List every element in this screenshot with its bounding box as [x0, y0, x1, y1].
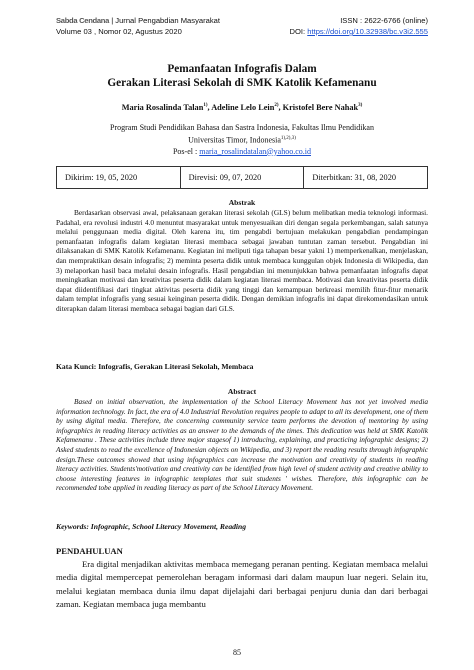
title-line-1: Pemanfaatan Infografis Dalam — [167, 63, 317, 75]
kata-kunci — [56, 362, 428, 372]
email-line — [56, 146, 428, 157]
author-name: Maria Rosalinda Talan — [121, 102, 204, 112]
paper-title — [56, 62, 428, 90]
affiliation-line-1: Program Studi Pendidikan Bahasa dan Sastra Indonesia, Fakultas Ilmu Pendidikan — [110, 123, 374, 132]
author-2 — [211, 103, 282, 112]
abstrak-heading: Abstrak — [228, 198, 256, 207]
keywords — [56, 522, 428, 532]
keywords-value: Infographic, School Literacy Movement, Reading — [88, 522, 247, 531]
journal-header — [56, 15, 428, 37]
author-1 — [122, 103, 211, 112]
author-sep: , — [207, 102, 212, 112]
page-number: 85 — [233, 648, 241, 657]
affiliation-sup: 1),2),3) — [280, 136, 296, 141]
date-received: Dikirim: 19, 05, 2020 — [57, 167, 181, 188]
section-heading: PENDAHULUAN — [56, 546, 123, 556]
abstract-body: Based on initial observation, the implementation of the School Literacy Movement has not yet involved media information technology. In fact, the era of 4.0 Industrial Revolution requires people to adapt to all its development, one of them by using digital media. Therefore, the concerning community service team performs the devotion of mentoring by using infographics in reading literacy activities as an answer to the demands of the times. This dedication was held at SMK Katolik Kefamenanu . These activities include three major stagesof 1) introducing, explaining, and practicing infographic designs; 2) Asked students to read the excellence of Indonesian objects on Wikipedia, and 3) report the reading results through infographic design.These outcomes showed that using infographics can increase the motivation and creativity of students in reading literacy activities. Students'motivation and creativity can be identified from high level of student activity and creative ability to choose interesting features in infographic templates that suit students ' wishes. Therefore, this infographic can be recommended tobe applied in reading literacy as part of the School Literacy Movement. — [56, 397, 428, 493]
author-name: Adeline Lelo Lein — [211, 102, 275, 112]
author-3 — [283, 103, 363, 112]
issn: ISSN : 2622-6766 (online) — [340, 16, 428, 25]
doi-link[interactable]: https://doi.org/10.32938/bc.v3i2.555 — [307, 27, 428, 36]
date-revised: Direvisi: 09, 07, 2020 — [181, 167, 305, 188]
author-sup: 1) — [203, 103, 208, 108]
author-sup: 3) — [358, 103, 363, 108]
doi — [290, 26, 428, 37]
dates-table — [56, 166, 428, 189]
kata-kunci-label: Kata Kunci: — [56, 362, 97, 371]
keywords-label: Keywords: — [56, 522, 89, 531]
journal-name — [56, 15, 220, 26]
author-sup: 2) — [274, 103, 279, 108]
header-row-1 — [56, 15, 428, 26]
author-sep: , — [278, 102, 283, 112]
date-accepted: Diterbitkan: 31, 08, 2020 — [312, 173, 396, 182]
abstrak-body: Berdasarkan observasi awal, pelaksanaan gerakan literasi sekolah (GLS) belum melibatkan media teknologi informasi. Padahal, era revolusi industri 4.0 menuntut masyarakat untuk menyesuaikan diri dengan segala perkembangan, salah satunya melalui penggunaan media digital. Oleh karena itu, tim pengabdi bertujuan melakukan pengabdian pendampingan pemanfaatan infografis dalam kegiatan literasi membaca sebagai jawaban tuntutan zaman tersebut. Pengabdian ini dilaksanakan di SMK Katolik Kefamenanu. Kegiatan ini meliputi tiga tahapan besar yakni 1) memperkenalkan, menjelaskan, dan mempraktikan desain infografis; 2) meminta peserta didik untuk membaca kunggulan objek Indonesia di Wikipedia, dan 3) melaporkan hasil baca melalui desain infografis. Hasil pengabdian ini menunjukkan bahwa pemanfaatan infografis dapat meningkatkan motivasi dan kreativitas peserta didik dalam kegiatan literasi membaca. Motivasi dan kreativitas peserta didik dapat diidentifikasi dari tingkat aktivitas peserta didik yang tinggi dan kemampuan berkreasi memilih fitur-fitur menarik dalam templat infografis yang sesuai keinginan peserta didik. Dengan demikian infografis ini dapat direkomendasikan untuk diterapkan dalam literasi membaca sebagai bagian dari GLS. — [56, 208, 428, 313]
email-label: Pos-el : — [172, 146, 200, 156]
author-name: Kristofel Bere Nahak — [282, 102, 359, 112]
header-row-2 — [56, 26, 428, 37]
affiliation — [56, 122, 428, 157]
journal-logo: Sabda Cendana — [56, 16, 110, 25]
abstract-heading: Abstract — [227, 387, 257, 396]
author-list — [56, 100, 428, 113]
journal-title: | Jurnal Pengabdian Masyarakat — [111, 16, 220, 25]
doi-label: DOI: — [289, 27, 308, 36]
volume-info: Volume 03 , Nomor 02, Agustus 2020 — [56, 27, 182, 36]
kata-kunci-value: Infografis, Gerakan Literasi Sekolah, Membaca — [96, 362, 254, 371]
title-line-2: Gerakan Literasi Sekolah di SMK Katolik Kefamenanu — [107, 77, 377, 89]
section-body: Era digital menjadikan aktivitas membaca memegang peranan penting. Kegiatan membaca melalui media digital mempercepat pemerolehan beragam informasi dari dalam maupun luar negeri. Selain itu, melalui kegiatan membaca dunia ilmu dapat dijelajahi dari berbagai penjuru dunia dan dari berbagai zaman. Kegiatan membaca juga membantu — [56, 559, 428, 609]
email-link[interactable]: maria_rosalindatalan@yahoo.co.id — [199, 146, 311, 156]
affiliation-line-2 — [56, 133, 428, 146]
affiliation-university: Universitas Timor, Indonesia — [188, 135, 281, 145]
